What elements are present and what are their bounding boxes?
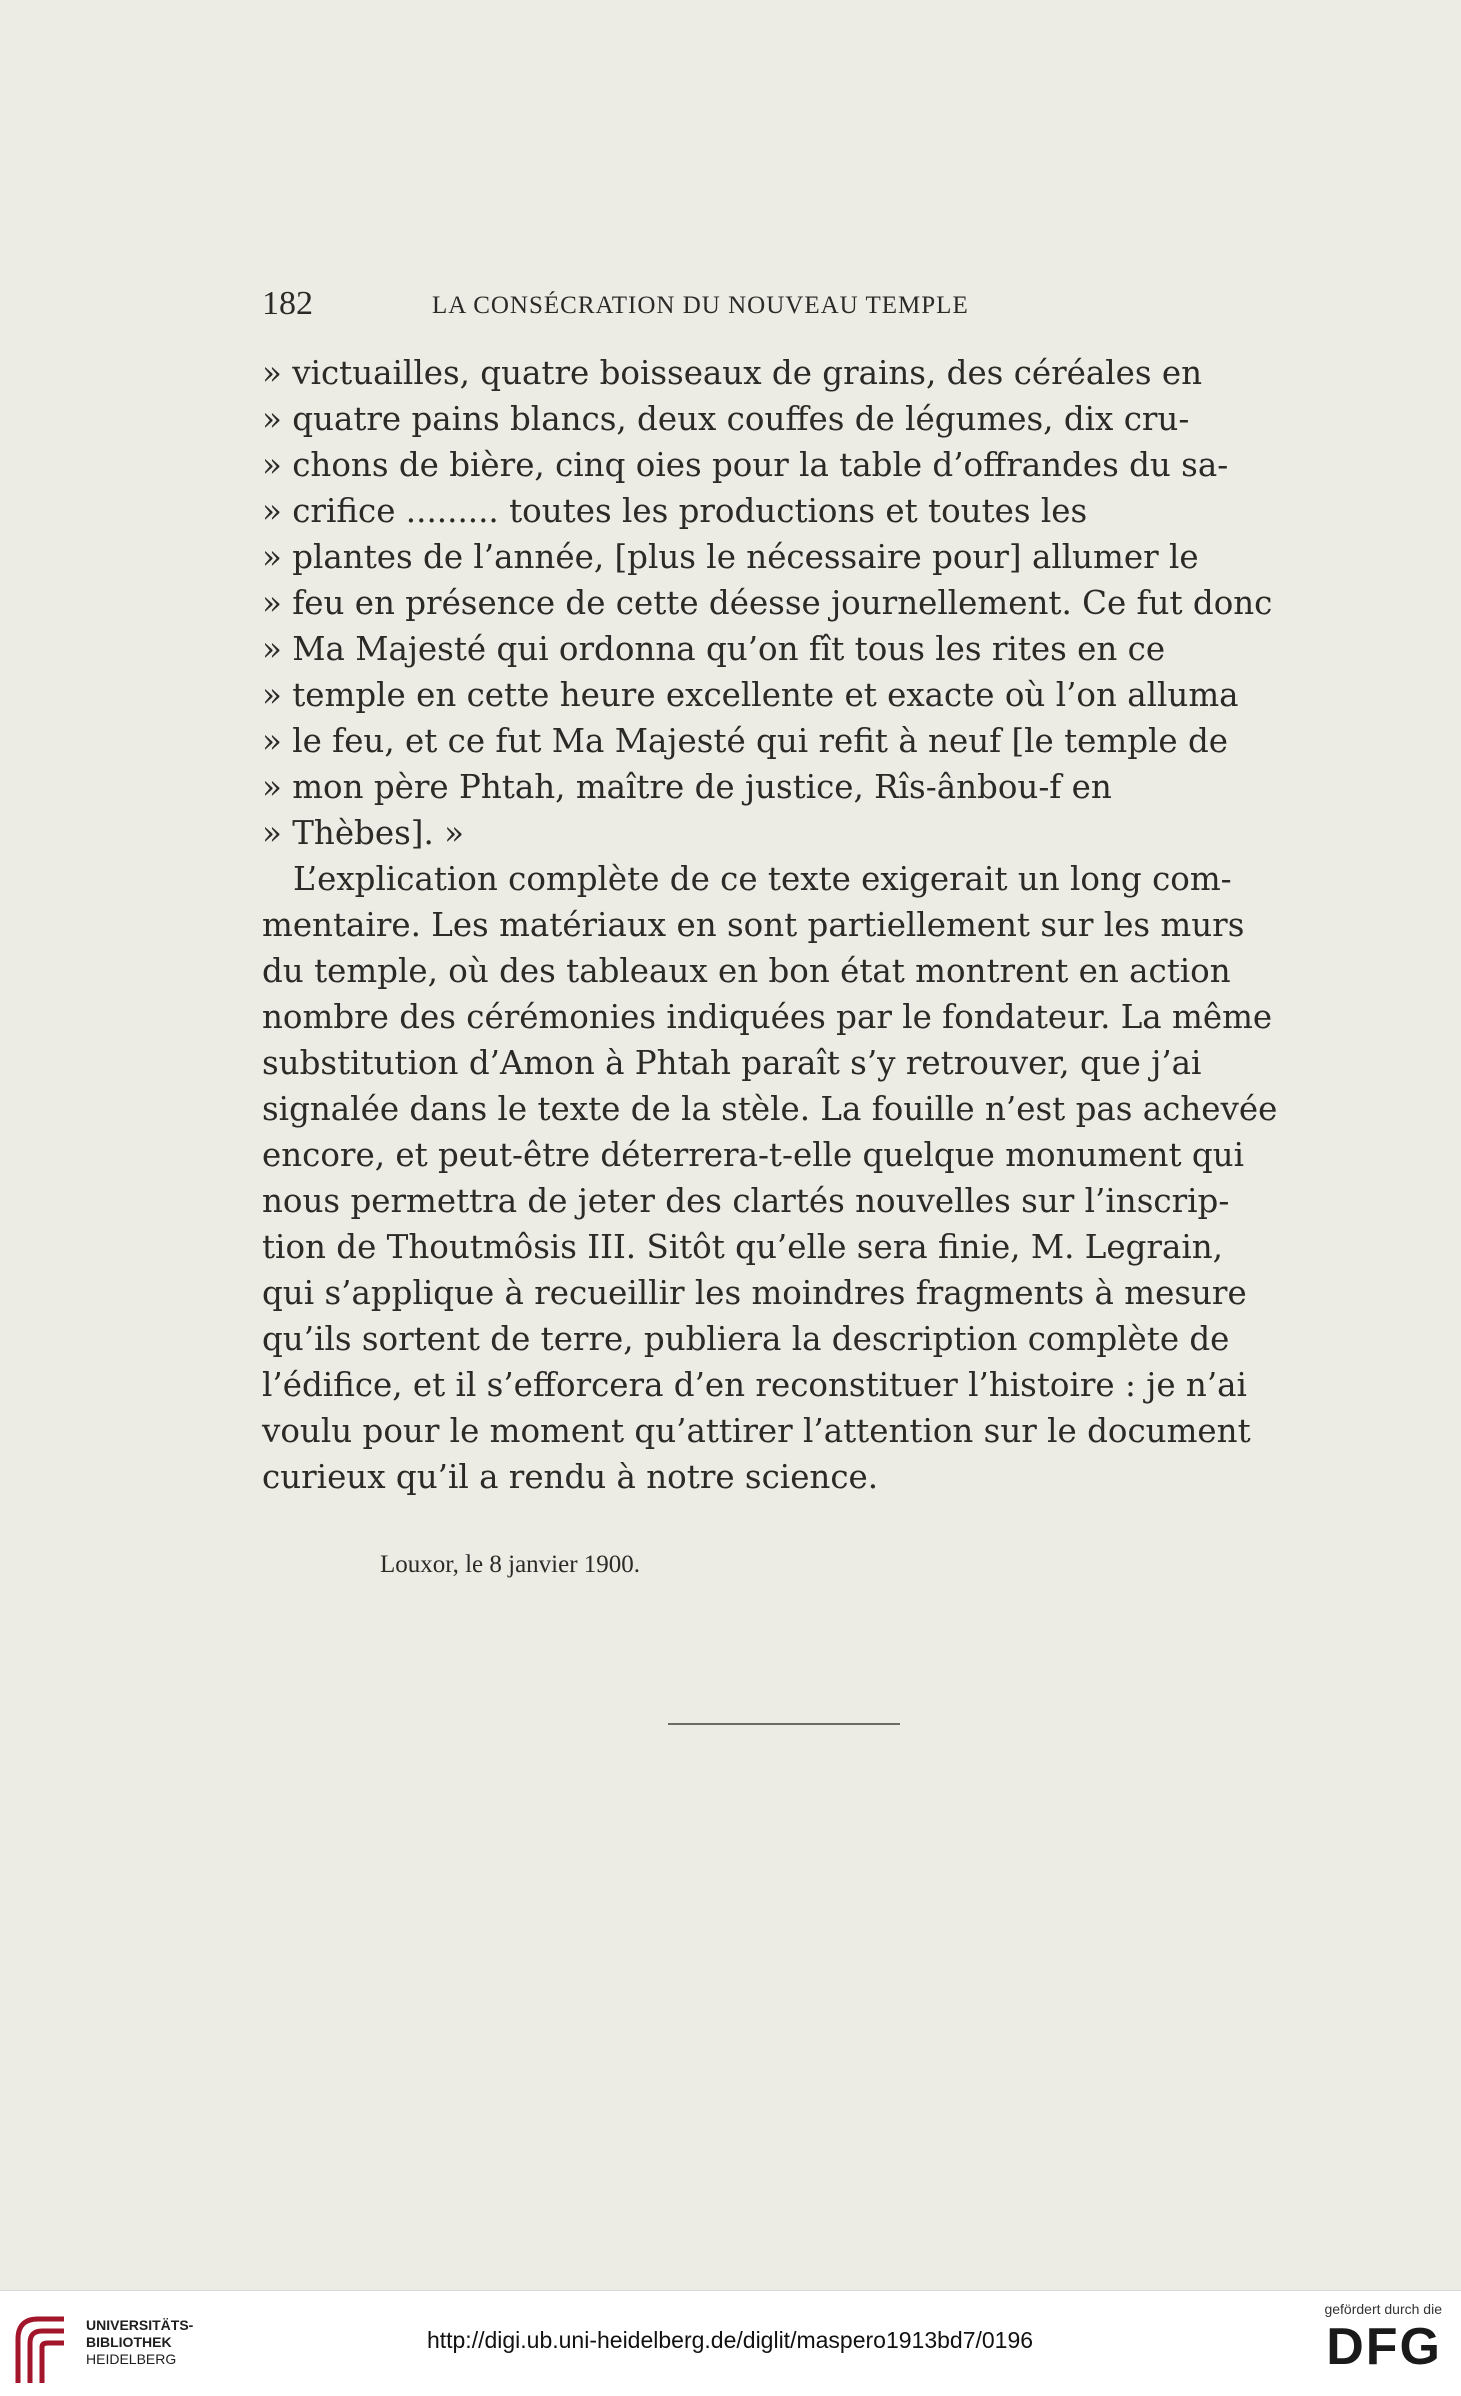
body-text [262, 350, 1282, 1500]
end-rule [668, 1723, 900, 1725]
text-line: curieux qu’il a rendu à notre science. [262, 1458, 879, 1496]
library-name-line: HEIDELBERG [86, 2351, 177, 2367]
text-line: » feu en présence de cette déesse journellement. Ce fut donc [262, 584, 1273, 622]
text-line: » victuailles, quatre boisseaux de grains, des céréales en [262, 354, 1203, 392]
library-name [86, 2317, 196, 2368]
running-title: LA CONSÉCRATION DU NOUVEAU TEMPLE [432, 292, 969, 319]
text-line: signalée dans le texte de la stèle. La fouille n’est pas achevée [262, 1090, 1278, 1128]
text-line: nombre des cérémonies indiquées par le fondateur. La même [262, 998, 1273, 1036]
text-line: qui s’applique à recueillir les moindres fragments à mesure [262, 1274, 1247, 1312]
text-line: » crifice ......... toutes les productions et toutes les [262, 492, 1088, 530]
text-line: qu’ils sortent de terre, publiera la description complète de [262, 1320, 1230, 1358]
text-line: substitution d’Amon à Phtah paraît s’y retrouver, que j’ai [262, 1044, 1202, 1082]
text-line: nous permettra de jeter des clartés nouvelles sur l’inscrip- [262, 1182, 1230, 1220]
text-line: encore, et peut-être déterrera-t-elle quelque monument qui [262, 1136, 1244, 1174]
text-line: » quatre pains blancs, deux couffes de légumes, dix cru- [262, 400, 1190, 438]
text-line: » le feu, et ce fut Ma Majesté qui refit à neuf [le temple de [262, 722, 1229, 760]
library-emblem-icon [10, 2309, 72, 2389]
text-line: L’explication complète de ce texte exigerait un long com- [262, 860, 1232, 898]
library-logo[interactable] [10, 2309, 194, 2389]
text-line: » mon père Phtah, maître de justice, Rîs-ânbou-f en [262, 768, 1112, 806]
footer-bar [0, 2290, 1461, 2396]
permalink-url[interactable]: http://digi.ub.uni-heidelberg.de/diglit/maspero1913bd7/0196 [426, 2327, 1034, 2353]
funder-name: DFG [1326, 2318, 1442, 2376]
library-name-line: UNIVERSITÄTS- [86, 2317, 194, 2333]
text-line: mentaire. Les matériaux en sont partiellement sur les murs [262, 906, 1245, 944]
text-line: » chons de bière, cinq oies pour la table d’offrandes du sa- [262, 446, 1229, 484]
text-line: » Ma Majesté qui ordonna qu’on fît tous les rites en ce [262, 630, 1166, 668]
text-line: du temple, où des tableaux en bon état montrent en action [262, 952, 1231, 990]
text-line: l’édifice, et il s’efforcera d’en reconstituer l’histoire : je n’ai [262, 1366, 1247, 1404]
place-date: Louxor, le 8 janvier 1900. [380, 1551, 641, 1578]
funder-caption: gefördert durch die [1324, 2301, 1442, 2317]
text-line: » plantes de l’année, [plus le nécessaire pour] allumer le [262, 538, 1199, 576]
page-number: 182 [262, 285, 313, 322]
running-header [262, 282, 1122, 332]
text-line: voulu pour le moment qu’attirer l’attention sur le document [262, 1412, 1251, 1450]
funder-logo[interactable] [1270, 2301, 1450, 2391]
text-line: tion de Thoutmôsis III. Sitôt qu’elle sera finie, M. Legrain, [262, 1228, 1223, 1266]
library-name-line: BIBLIOTHEK [86, 2334, 172, 2350]
text-line: » Thèbes]. » [262, 814, 464, 852]
text-line: » temple en cette heure excellente et exacte où l’on alluma [262, 676, 1239, 714]
